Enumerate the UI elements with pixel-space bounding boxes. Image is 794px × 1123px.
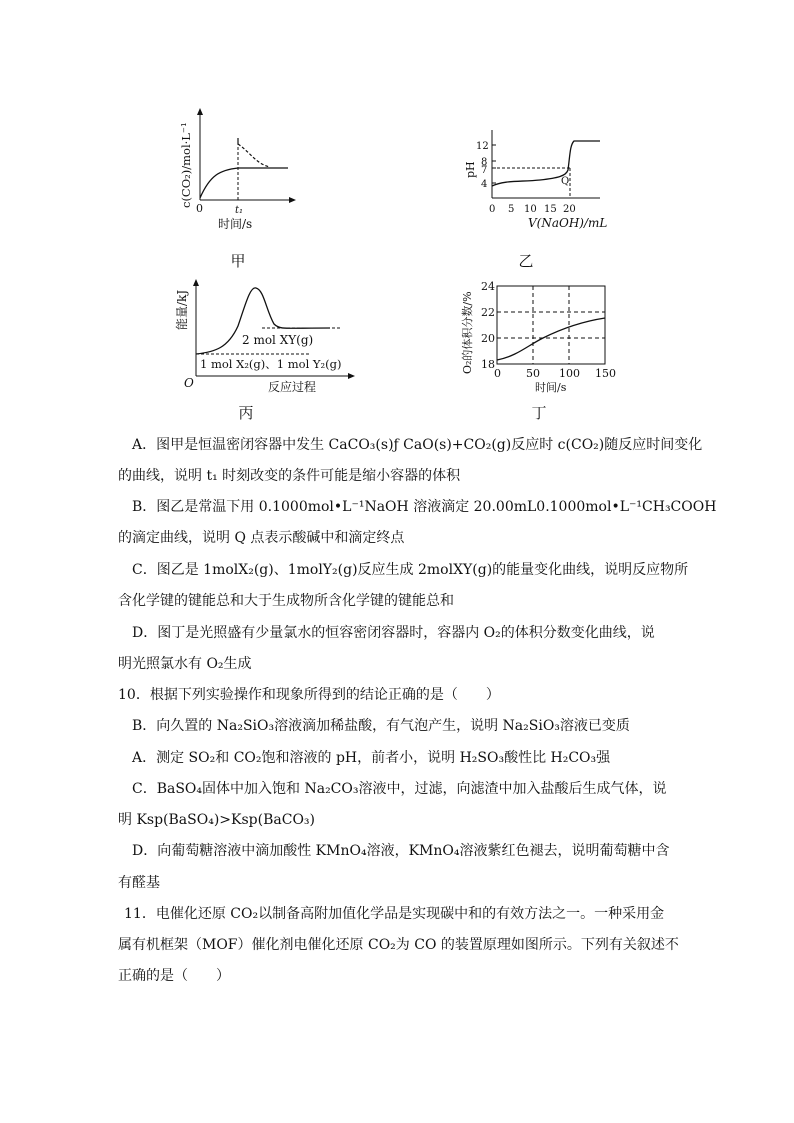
titration-curve	[492, 141, 600, 186]
jia-xlabel: 时间/s	[218, 217, 253, 231]
q9-option-c-line2: 含化学键的键能总和大于生成物所含化学键的键能总和	[118, 593, 454, 609]
q9-option-b-line2: 的滴定曲线，说明 Q 点表示酸碱中和滴定终点	[118, 530, 405, 546]
xtick: 15	[544, 204, 557, 215]
q9-option-c-line1: C．图乙是 1molX₂(g)、1molY₂(g)反应生成 2molXY(g)的能量变化曲线，说明反应物所	[132, 562, 689, 578]
q10-option-d-line2: 有醛基	[118, 875, 160, 891]
xtick: 20	[563, 204, 576, 215]
q11-stem-line1: 11．电催化还原 CO₂以制备高附加值化学品是实现碳中和的有效方法之一。一种采用金	[124, 906, 665, 922]
q10-option-b: B．向久置的 Na₂SiO₃溶液滴加稀盐酸，有气泡产生，说明 Na₂SiO₃溶液已变质	[132, 718, 630, 734]
ytick: 8	[481, 157, 488, 168]
origin-label: O	[184, 376, 194, 390]
xtick: 0	[494, 367, 501, 380]
origin-label: 0	[196, 202, 203, 215]
ytick: 12	[476, 141, 489, 152]
ytick: 24	[481, 280, 495, 293]
caption-bing: 丙	[238, 404, 254, 422]
curve-rise	[200, 168, 288, 198]
figure-jia	[170, 100, 310, 240]
reactant-label: 1 mol X₂(g)、1 mol Y₂(g)	[200, 357, 342, 371]
curve-decay	[238, 144, 270, 167]
t1-label: t₁	[235, 205, 244, 216]
ytick: 18	[481, 358, 495, 371]
y-axis-arrow	[197, 108, 203, 115]
ytick: 22	[481, 306, 495, 319]
yi-ylabel: pH	[464, 161, 477, 178]
xtick: 100	[559, 367, 580, 380]
ytick: 20	[481, 332, 495, 345]
xtick: 150	[595, 367, 616, 380]
xtick: 0	[489, 204, 496, 215]
figure-ding	[455, 274, 625, 404]
ytick: 4	[481, 179, 488, 190]
ytick: 7	[481, 165, 488, 176]
product-label: 2 mol XY(g)	[242, 333, 314, 347]
q10-option-c-line2: 明 Ksp(BaSO₄)>Ksp(BaCO₃)	[118, 812, 315, 828]
plot-frame	[497, 286, 605, 364]
caption-ding: 丁	[531, 404, 547, 422]
xtick: 5	[508, 204, 515, 215]
caption-yi: 乙	[518, 252, 534, 270]
xtick: 50	[526, 367, 540, 380]
q9-option-b-line1: B．图乙是常温下用 0.1000mol•L⁻¹NaOH 溶液滴定 20.00mL0.1000mol•L⁻¹CH₃COOH	[132, 499, 717, 515]
q11-stem-line2: 属有机框架（MOF）催化剂电催化还原 CO₂为 CO 的装置原理如图所示。下列有关叙述不	[118, 937, 679, 953]
figure-bing	[170, 270, 370, 400]
q9-option-a-line1: A．图甲是恒温密闭容器中发生 CaCO₃(s)ƒ CaO(s)+CO₂(g)反应时 c(CO₂)随反应时间变化	[132, 437, 703, 453]
o2-curve	[497, 318, 605, 360]
xtick: 10	[524, 204, 537, 215]
x-axis-arrow	[289, 197, 296, 203]
caption-jia: 甲	[230, 252, 246, 270]
q10-option-a: A．测定 SO₂和 CO₂饱和溶液的 pH，前者小，说明 H₂SO₃酸性比 H₂CO₃强	[132, 750, 611, 766]
point-q: Q	[561, 176, 570, 187]
q10-option-d-line1: D．向葡萄糖溶液中滴加酸性 KMnO₄溶液，KMnO₄溶液紫红色褪去，说明葡萄糖中含	[132, 843, 670, 859]
jia-ylabel: c(CO₂)/mol·L⁻¹	[179, 122, 193, 208]
q10-option-c-line1: C．BaSO₄固体中加入饱和 Na₂CO₃溶液中，过滤，向滤渣中加入盐酸后生成气体，说	[132, 781, 667, 797]
bing-ylabel: 能量/kJ	[175, 289, 189, 330]
q9-option-d-line1: D．图丁是光照盛有少量氯水的恒容密闭容器时，容器内 O₂的体积分数变化曲线，说	[132, 625, 655, 641]
ding-xlabel: 时间/s	[535, 381, 567, 394]
q9-option-a-line2: 的曲线，说明 t₁ 时刻改变的条件可能是缩小容器的体积	[118, 468, 461, 484]
ding-ylabel: O₂的体积分数/%	[461, 291, 474, 374]
yi-xlabel: V(NaOH)/mL	[528, 216, 608, 230]
q9-option-d-line2: 明光照氯水有 O₂生成	[118, 656, 252, 672]
bing-xlabel: 反应过程	[268, 380, 317, 394]
figure-yi	[460, 100, 620, 240]
q11-stem-line3: 正确的是（ ）	[118, 968, 230, 984]
q10-stem: 10．根据下列实验操作和现象所得到的结论正确的是（ ）	[118, 687, 500, 703]
